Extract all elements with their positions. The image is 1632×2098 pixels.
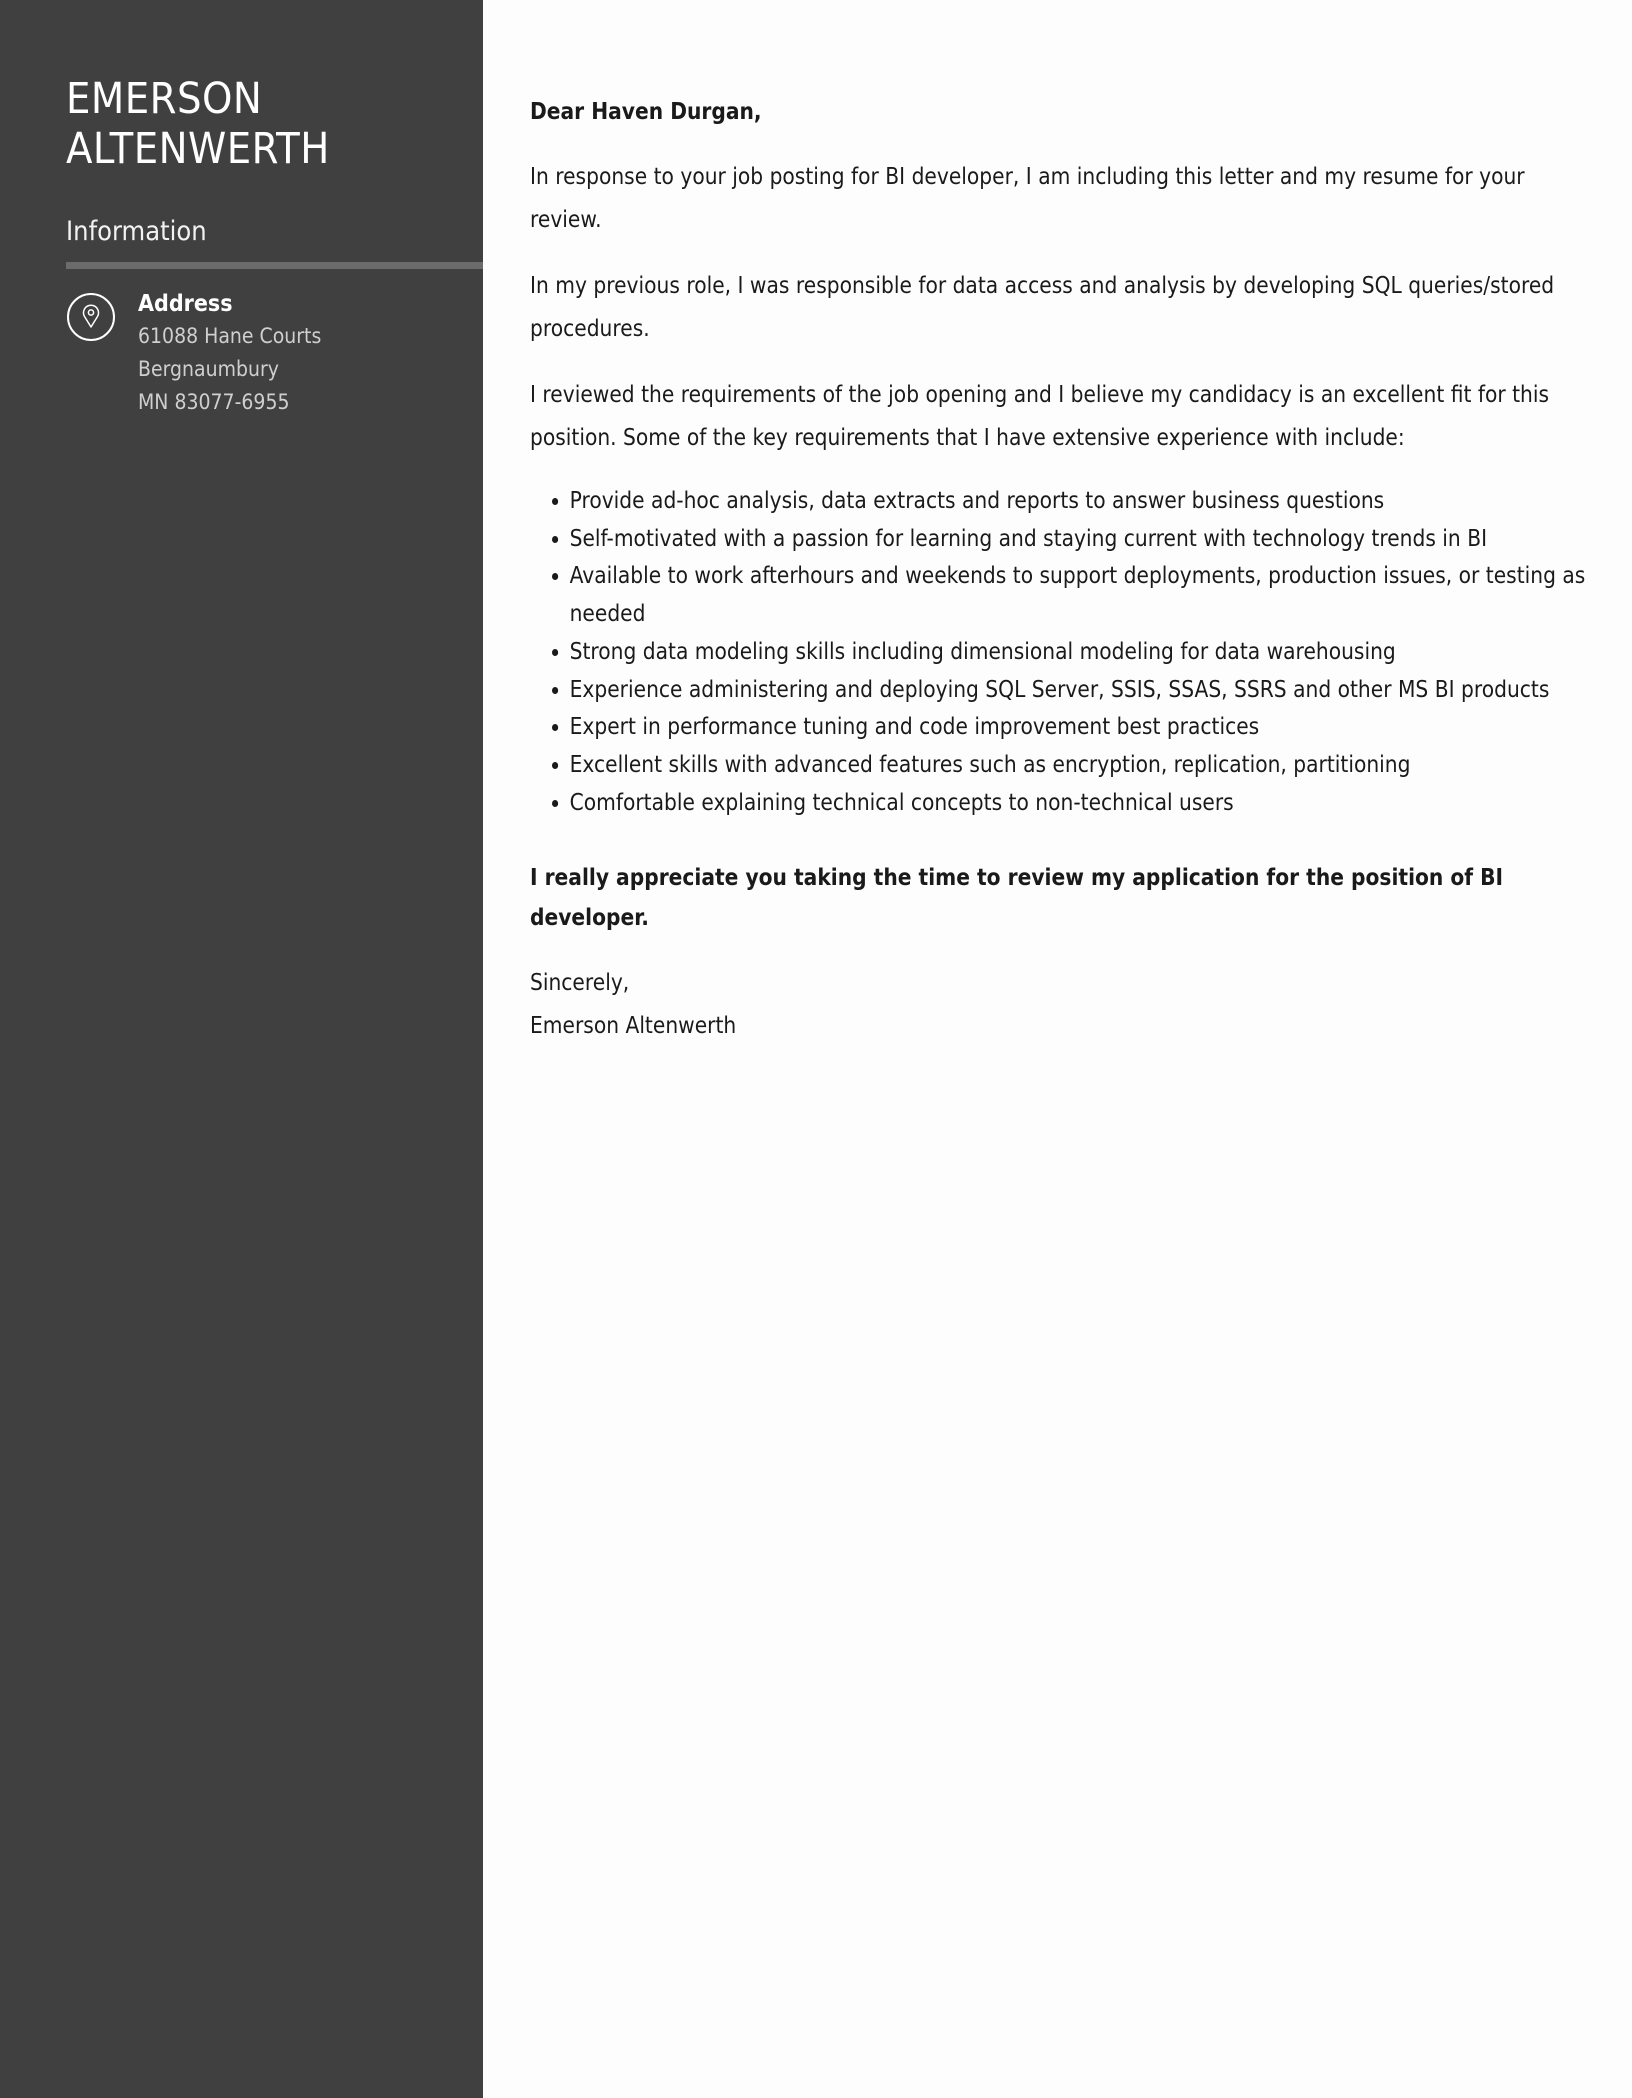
- name-last: ALTENWERTH: [66, 124, 330, 174]
- list-item: • Provide ad-hoc analysis, data extracts and reports to answer business questions: [570, 483, 1586, 521]
- closing-statement: I really appreciate you taking the time to review my application for the position of BI developer.: [530, 865, 1504, 932]
- candidate-name: [66, 74, 426, 174]
- list-item: • Self-motivated with a passion for learning and staying current with technology trends in BI: [570, 521, 1586, 559]
- signoff: Sincerely,: [530, 970, 630, 997]
- list-item: • Comfortable explaining technical concepts to non-technical users: [570, 785, 1586, 823]
- address-city: Bergnaumbury: [138, 357, 279, 381]
- list-item: • Expert in performance tuning and code improvement best practices: [570, 709, 1586, 747]
- requirements-list: [530, 483, 1586, 822]
- section-divider: [66, 262, 483, 269]
- paragraph-previous-role: In my previous role, I was responsible for data access and analysis by developing SQL queries/stored procedures.: [530, 273, 1555, 342]
- address-block: [138, 288, 321, 419]
- address-state-zip: MN 83077-6955: [138, 390, 290, 414]
- paragraph-intro: In response to your job posting for BI developer, I am including this letter and my resume for your review.: [530, 164, 1525, 233]
- sidebar: [0, 0, 483, 2098]
- list-item: • Excellent skills with advanced features such as encryption, replication, partitioning: [570, 747, 1586, 785]
- address-street: 61088 Hane Courts: [138, 324, 322, 348]
- paragraph-requirements: I reviewed the requirements of the job opening and I believe my candidacy is an excellent fit for this position. Some of the key requirements that I have extensive experience with include:: [530, 382, 1550, 451]
- list-item: • Available to work afterhours and weekends to support deployments, production issues, or testing as needed: [570, 558, 1586, 633]
- signature: Emerson Altenwerth: [530, 1013, 737, 1040]
- name-first: EMERSON: [66, 74, 263, 124]
- greeting: Dear Haven Durgan,: [530, 99, 762, 125]
- list-item: • Experience administering and deploying SQL Server, SSIS, SSAS, SSRS and other MS BI products: [570, 672, 1586, 710]
- map-pin-icon: [66, 292, 116, 342]
- letter-body: [530, 92, 1590, 1048]
- address-label: Address: [138, 291, 233, 317]
- information-heading: Information: [66, 216, 207, 247]
- list-item: • Strong data modeling skills including dimensional modeling for data warehousing: [570, 634, 1586, 672]
